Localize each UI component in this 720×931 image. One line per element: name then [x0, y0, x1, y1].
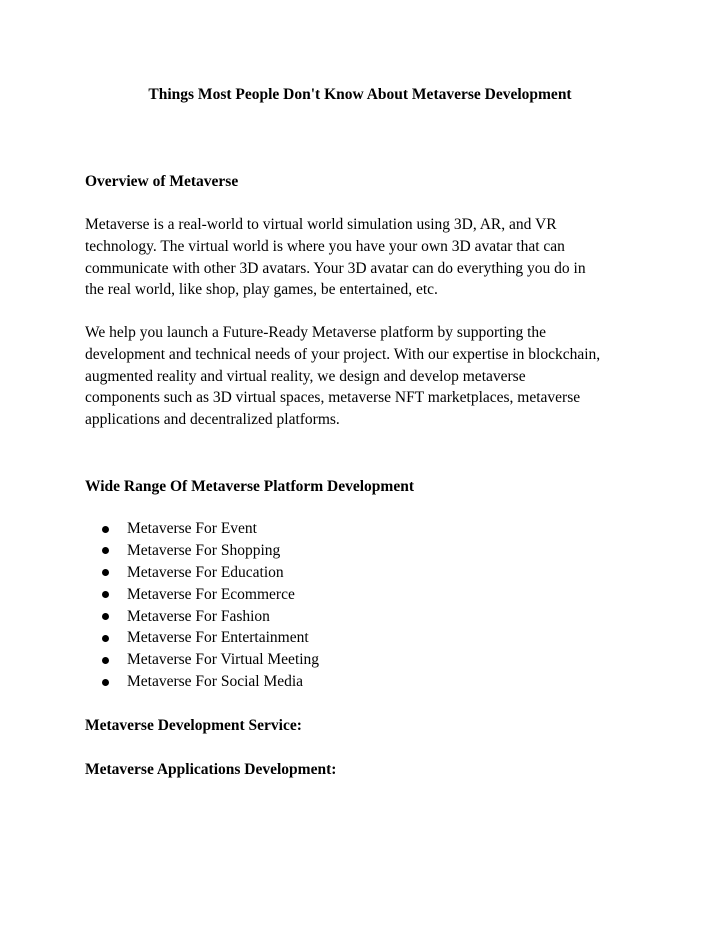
list-item-label: Metaverse For Entertainment — [127, 629, 309, 647]
bullet-icon — [102, 547, 109, 554]
list-item — [85, 540, 319, 562]
list-item — [85, 671, 319, 693]
bullet-icon — [102, 613, 109, 620]
list-item — [85, 606, 319, 628]
overview-paragraph-2 — [85, 322, 645, 431]
applications-heading: Metaverse Applications Development: — [85, 761, 337, 778]
platform-list — [85, 518, 319, 693]
paragraph-line: components such as 3D virtual spaces, metaverse NFT marketplaces, metaverse — [85, 389, 581, 407]
paragraph-line: augmented reality and virtual reality, we design and develop metaverse — [85, 367, 526, 385]
paragraph-line: the real world, like shop, play games, be entertained, etc. — [85, 281, 438, 299]
bullet-icon — [102, 679, 109, 686]
paragraph-line: We help you launch a Future-Ready Metaverse platform by supporting the — [85, 324, 547, 341]
overview-paragraph-1 — [85, 214, 645, 301]
list-item — [85, 518, 319, 540]
list-item — [85, 627, 319, 649]
list-item — [85, 562, 319, 584]
paragraph-line: development and technical needs of your project. With our expertise in blockchain, — [85, 345, 601, 363]
list-item — [85, 649, 319, 671]
list-item-label: Metaverse For Fashion — [127, 607, 270, 625]
paragraph-line: applications and decentralized platforms. — [85, 411, 340, 429]
list-item-label: Metaverse For Social Media — [127, 673, 304, 691]
platform-range-heading: Wide Range Of Metaverse Platform Development — [85, 478, 414, 495]
list-item-label: Metaverse For Virtual Meeting — [127, 651, 320, 669]
paragraph-line: communicate with other 3D avatars. Your 3D avatar can do everything you do in — [85, 259, 586, 277]
bullet-icon — [102, 635, 109, 642]
paragraph-line: technology. The virtual world is where you have your own 3D avatar that can — [85, 237, 565, 255]
document-title: Things Most People Don't Know About Metaverse Development — [148, 86, 572, 103]
list-item-label: Metaverse For Event — [127, 520, 257, 537]
bullet-icon — [102, 591, 109, 598]
list-item-label: Metaverse For Shopping — [127, 541, 281, 559]
service-heading: Metaverse Development Service: — [85, 717, 302, 734]
bullet-icon — [102, 526, 109, 533]
list-item-label: Metaverse For Education — [127, 563, 284, 581]
bullet-icon — [102, 657, 109, 664]
list-item-label: Metaverse For Ecommerce — [127, 585, 295, 603]
list-item — [85, 584, 319, 606]
bullet-icon — [102, 569, 109, 576]
overview-heading: Overview of Metaverse — [85, 173, 239, 190]
paragraph-line: Metaverse is a real-world to virtual world simulation using 3D, AR, and VR — [85, 216, 557, 233]
